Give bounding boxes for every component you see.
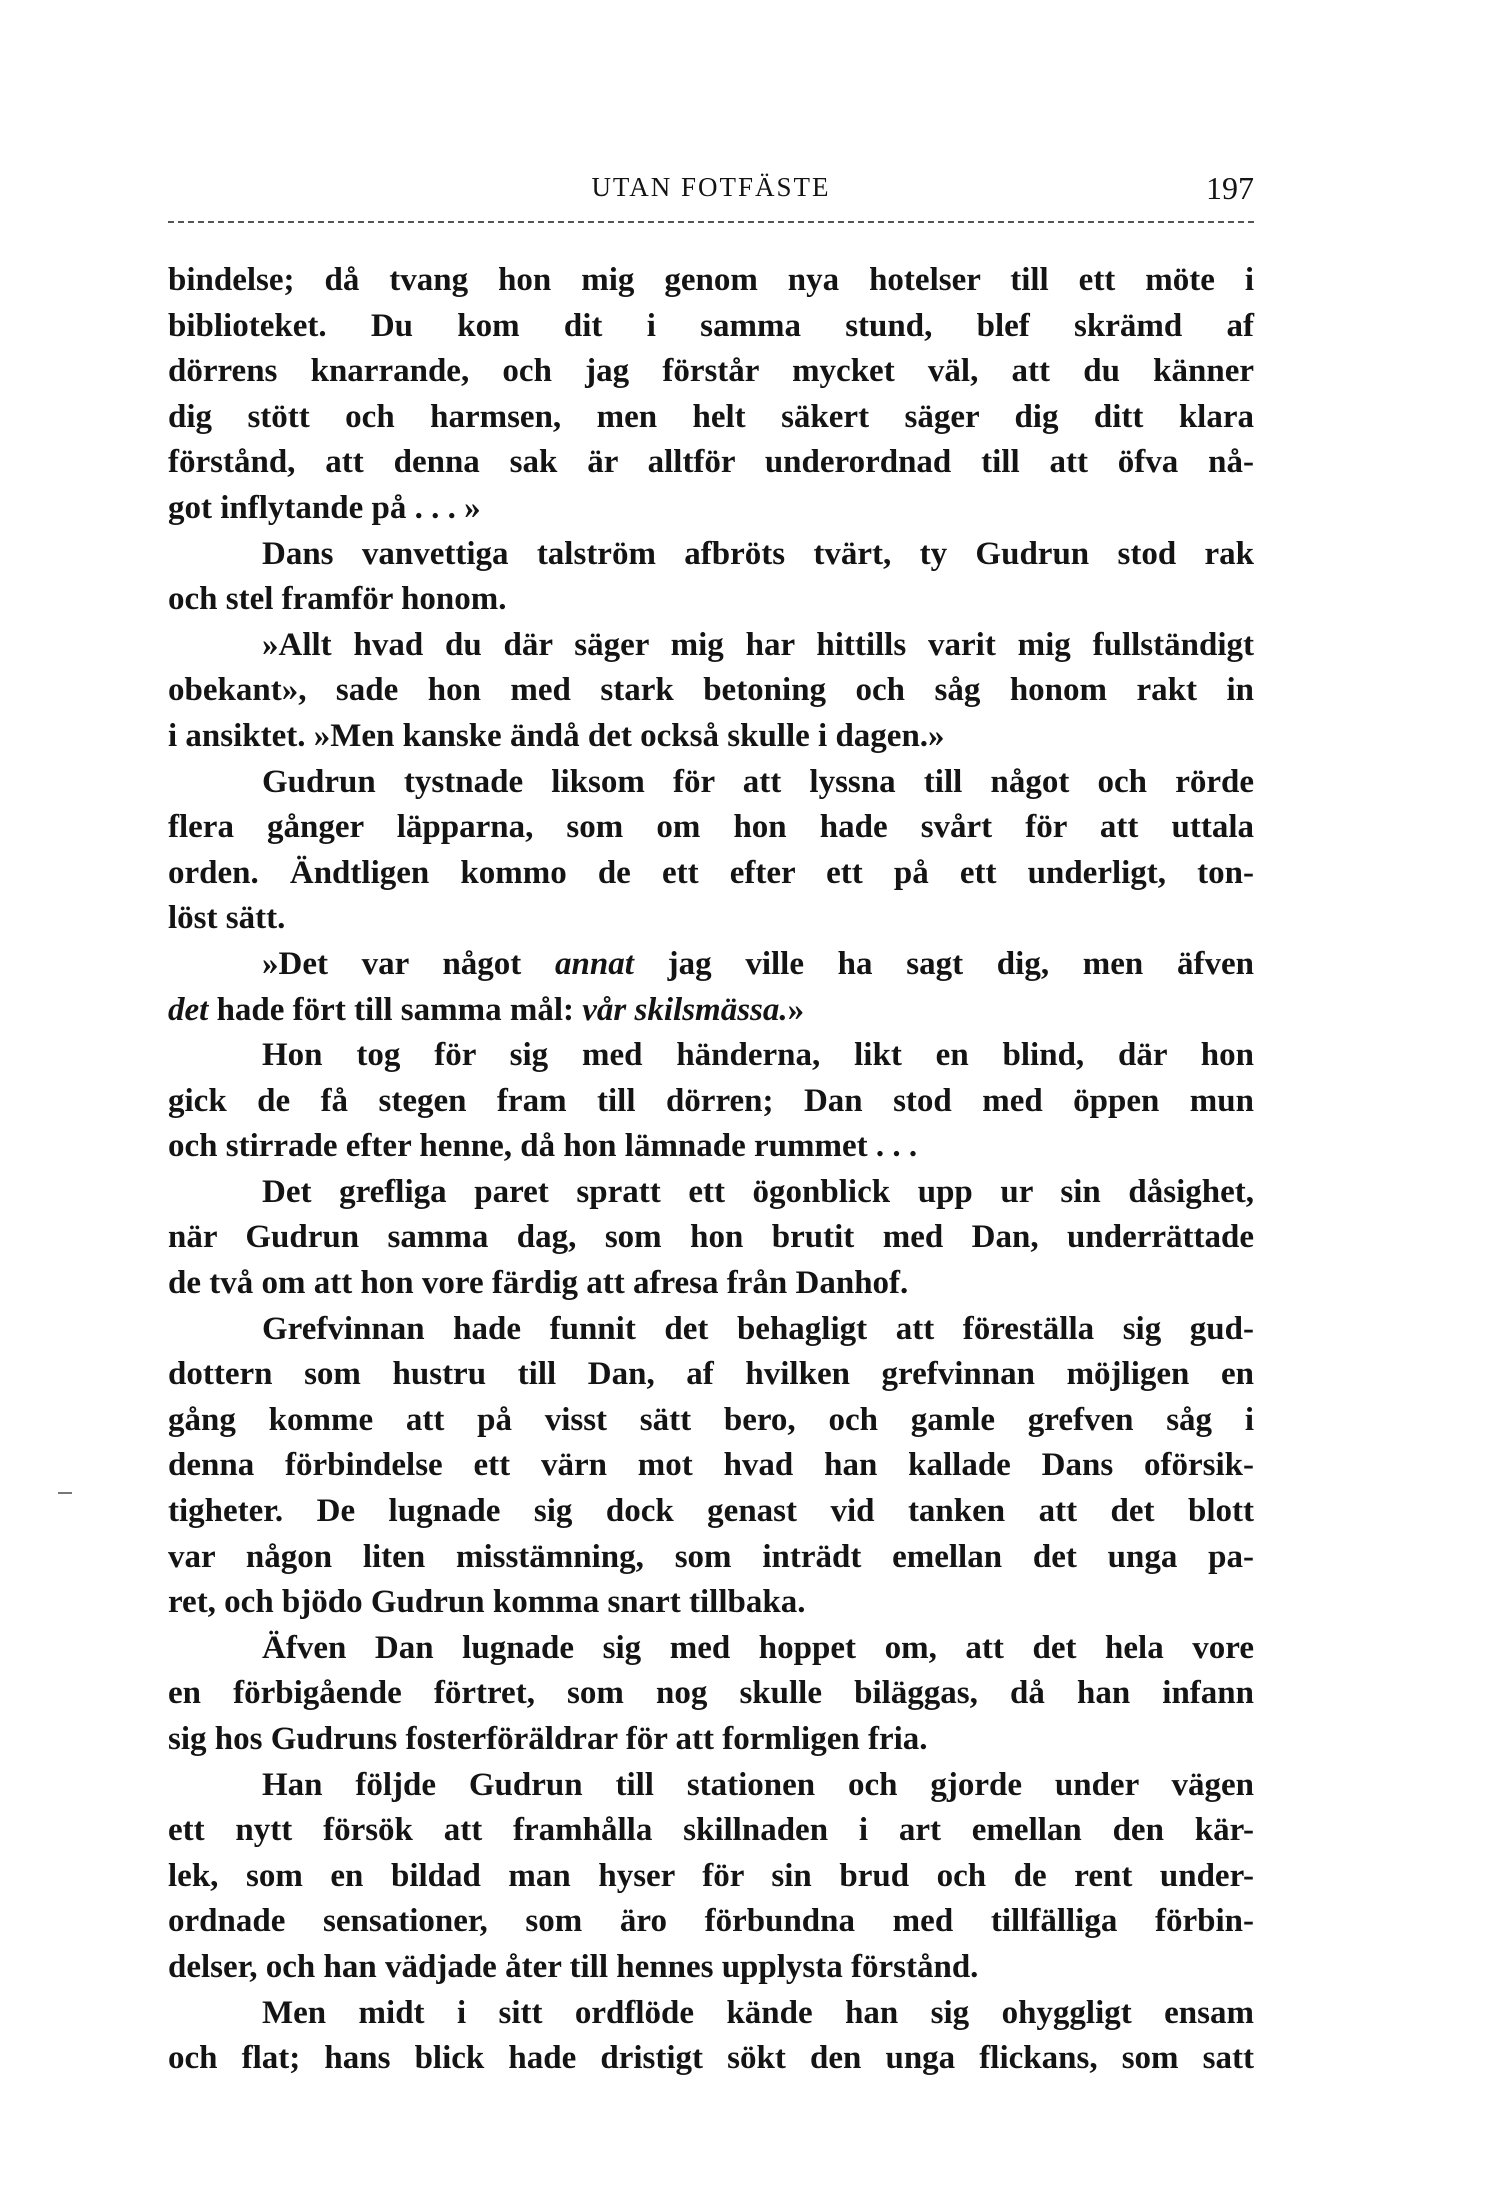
text-line: de två om att hon vore färdig att afresa från Danhof. (168, 1265, 909, 1302)
italic-phrase: vår skilsmässa. (582, 991, 788, 1028)
text-run: »Det var något (262, 945, 522, 982)
closing-quote: » (787, 991, 805, 1028)
paragraph-start-line: Hon tog för sig med händerna, likt en blind, där hon (262, 1037, 1254, 1074)
margin-mark (58, 1492, 72, 1494)
text-line (168, 988, 1254, 1034)
text-line: dörrens knarrande, och jag förstår mycket väl, att du känner (168, 353, 1254, 390)
text-line: gång komme att på visst sätt bero, och gamle grefven såg i (168, 1401, 1254, 1438)
text-run: jag ville ha sagt dig, men äfven (667, 945, 1254, 982)
running-head (168, 170, 1254, 214)
text-line: en förbigående förtret, som nog skulle biläggas, då han infann (168, 1675, 1254, 1712)
paragraph-start-line: Grefvinnan hade funnit det behagligt att föreställa sig gud- (262, 1310, 1254, 1347)
text-line: lek, som en bildad man hyser för sin brud och de rent under- (168, 1857, 1254, 1894)
text-line: dig stött och harmsen, men helt säkert säger dig ditt klara (168, 398, 1254, 435)
italic-word: det (168, 991, 209, 1028)
paragraph-start-line: Han följde Gudrun till stationen och gjorde under vägen (262, 1766, 1254, 1803)
text-run: hade fört till samma mål: (216, 991, 575, 1028)
text-line: när Gudrun samma dag, som hon brutit med Dan, underrättade (168, 1219, 1254, 1256)
text-line: och stel framför honom. (168, 581, 507, 618)
text-line: denna förbindelse ett värn mot hvad han kallade Dans oförsik- (168, 1447, 1254, 1484)
text-line: flera gånger läpparna, som om hon hade svårt för att uttala (168, 809, 1254, 846)
paragraph-start-line: Gudrun tystnade liksom för att lyssna till något och rörde (262, 763, 1254, 800)
text-line: got inflytande på . . . » (168, 489, 481, 526)
text-line: ett nytt försök att framhålla skillnaden i art emellan den kär- (168, 1812, 1254, 1849)
body-text (168, 258, 1254, 2082)
paragraph-start-line: Men midt i sitt ordflöde kände han sig ohyggligt ensam (262, 1994, 1254, 2031)
text-line: och flat; hans blick hade dristigt sökt den unga flickans, som satt (168, 2040, 1254, 2077)
text-line: obekant», sade hon med stark betoning och såg honom rakt in (168, 672, 1254, 709)
italic-word: annat (555, 945, 634, 982)
text-line: delser, och han vädjade åter till hennes upplysta förstånd. (168, 1948, 979, 1985)
paragraph-start-line: Äfven Dan lugnade sig med hoppet om, att det hela vore (262, 1629, 1254, 1666)
text-line: och stirrade efter henne, då hon lämnade rummet . . . (168, 1128, 918, 1165)
text-line: biblioteket. Du kom dit i samma stund, blef skrämd af (168, 307, 1254, 344)
text-line: ret, och bjödo Gudrun komma snart tillbaka. (168, 1584, 806, 1621)
text-line: tigheter. De lugnade sig dock genast vid tanken att det blott (168, 1493, 1254, 1530)
paragraph-start-line: »Allt hvad du där säger mig har hittills varit mig fullständigt (262, 626, 1254, 663)
paragraph-start-line: Dans vanvettiga talström afbröts tvärt, ty Gudrun stod rak (262, 535, 1254, 572)
text-line: i ansiktet. »Men kanske ändå det också skulle i dagen.» (168, 717, 945, 754)
text-line: bindelse; då tvang hon mig genom nya hotelser till ett möte i (168, 262, 1254, 298)
running-head-title: UTAN FOTFÄSTE (591, 172, 831, 202)
header-rule (168, 221, 1254, 223)
text-line: var någon liten misstämning, som inträdt emellan det unga pa- (168, 1538, 1254, 1575)
text-line: ordnade sensationer, som äro förbundna med tillfälliga förbin- (168, 1903, 1254, 1940)
text-line: löst sätt. (168, 900, 286, 937)
text-line: förstånd, att denna sak är alltför underordnad till att öfva nå- (168, 444, 1254, 481)
page-number: 197 (1206, 170, 1254, 206)
text-line: orden. Ändtligen kommo de ett efter ett på ett underligt, ton- (168, 854, 1254, 891)
text-line: gick de få stegen fram till dörren; Dan stod med öppen mun (168, 1082, 1254, 1119)
paragraph-start-line: Det grefliga paret spratt ett ögonblick upp ur sin dåsighet, (262, 1173, 1254, 1210)
text-line: dottern som hustru till Dan, af hvilken grefvinnan möjligen en (168, 1356, 1254, 1393)
paragraph-start-line (168, 942, 1254, 988)
text-line: sig hos Gudruns fosterföräldrar för att formligen fria. (168, 1721, 928, 1757)
